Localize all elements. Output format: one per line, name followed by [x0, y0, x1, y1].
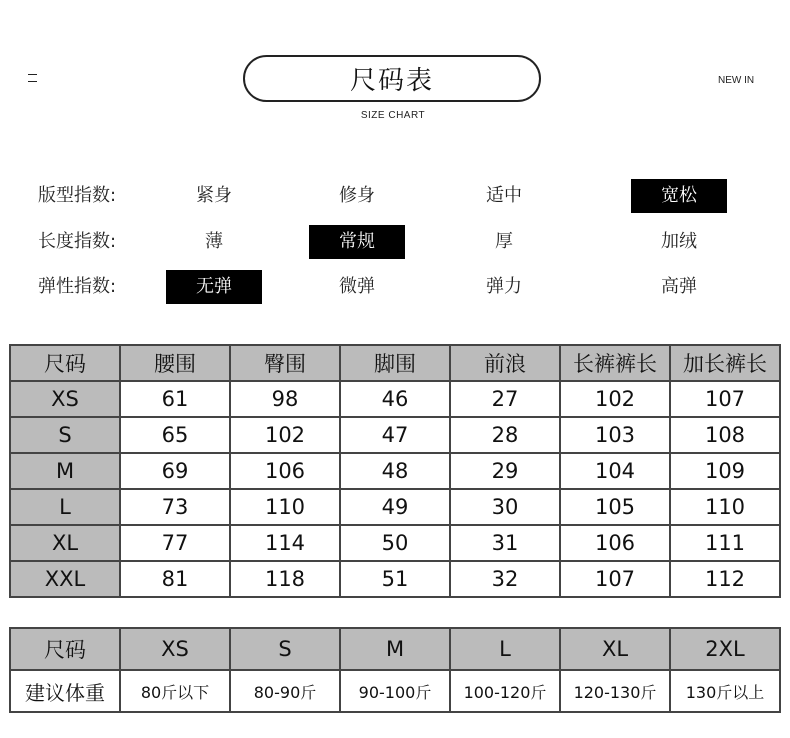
table-row	[10, 417, 780, 453]
index-option-selected: 常规	[309, 225, 405, 259]
index-row	[0, 179, 790, 213]
size-label-cell: S	[10, 417, 120, 453]
table-cell: 27	[450, 381, 560, 417]
table-header-cell: 尺码	[10, 628, 120, 670]
index-option: 弹力	[486, 276, 522, 297]
index-label: 长度指数:	[38, 231, 117, 252]
table-cell: 107	[560, 561, 670, 597]
table-row	[10, 381, 780, 417]
table-cell: 81	[120, 561, 230, 597]
index-option: 高弹	[661, 276, 697, 297]
table-cell: 109	[670, 453, 780, 489]
table-cell: 48	[340, 453, 450, 489]
table-cell: 100-120斤	[450, 670, 560, 712]
table-header-cell: XL	[560, 628, 670, 670]
size-label-cell: XS	[10, 381, 120, 417]
table-cell: 80-90斤	[230, 670, 340, 712]
table-header-cell: M	[340, 628, 450, 670]
table-cell: 110	[670, 489, 780, 525]
table-cell: 120-130斤	[560, 670, 670, 712]
index-option: 修身	[339, 185, 375, 206]
table-cell: 118	[230, 561, 340, 597]
table-cell: 104	[560, 453, 670, 489]
index-option-selected: 无弹	[166, 270, 262, 304]
index-option: 薄	[205, 231, 223, 252]
menu-icon[interactable]	[28, 74, 38, 84]
table-cell: 32	[450, 561, 560, 597]
table-cell: 46	[340, 381, 450, 417]
table-cell: 108	[670, 417, 780, 453]
table-cell: 90-100斤	[340, 670, 450, 712]
table-header-cell: S	[230, 628, 340, 670]
index-label: 版型指数:	[38, 185, 117, 206]
size-label-cell: XL	[10, 525, 120, 561]
table-cell: 110	[230, 489, 340, 525]
table-cell: 73	[120, 489, 230, 525]
weight-table	[9, 627, 781, 713]
table-cell: 77	[120, 525, 230, 561]
table-cell: 29	[450, 453, 560, 489]
table-header-row	[10, 628, 780, 670]
table-cell: 80斤以下	[120, 670, 230, 712]
page-title: 尺码表	[243, 55, 541, 102]
table-cell: 102	[560, 381, 670, 417]
table-cell: 102	[230, 417, 340, 453]
index-option: 紧身	[196, 185, 232, 206]
index-option: 适中	[486, 185, 522, 206]
table-header-cell: 长裤裤长	[560, 345, 670, 381]
table-header-cell: XS	[120, 628, 230, 670]
table-cell: 114	[230, 525, 340, 561]
table-header-cell: 2XL	[670, 628, 780, 670]
page-subtitle: SIZE CHART	[360, 110, 426, 121]
size-label-cell: L	[10, 489, 120, 525]
index-option-selected: 宽松	[631, 179, 727, 213]
table-cell: 50	[340, 525, 450, 561]
table-header-row	[10, 345, 780, 381]
table-row	[10, 525, 780, 561]
table-cell: 111	[670, 525, 780, 561]
table-cell: 69	[120, 453, 230, 489]
table-cell: 30	[450, 489, 560, 525]
size-label-cell: XXL	[10, 561, 120, 597]
index-option: 厚	[495, 231, 513, 252]
table-cell: 112	[670, 561, 780, 597]
table-header-cell: 腰围	[120, 345, 230, 381]
table-header-cell: 加长裤长	[670, 345, 780, 381]
table-cell: 31	[450, 525, 560, 561]
table-cell: 61	[120, 381, 230, 417]
index-option: 微弹	[339, 276, 375, 297]
new-in-label: NEW IN	[718, 75, 755, 86]
table-cell: 106	[230, 453, 340, 489]
table-cell: 51	[340, 561, 450, 597]
table-cell: 28	[450, 417, 560, 453]
table-cell: 106	[560, 525, 670, 561]
table-header-cell: 前浪	[450, 345, 560, 381]
table-header-cell: 臀围	[230, 345, 340, 381]
index-row	[0, 225, 790, 259]
index-option: 加绒	[661, 231, 697, 252]
table-row	[10, 489, 780, 525]
table-cell: 49	[340, 489, 450, 525]
table-cell: 47	[340, 417, 450, 453]
table-cell: 130斤以上	[670, 670, 780, 712]
index-label: 弹性指数:	[38, 276, 117, 297]
table-header-cell: 脚围	[340, 345, 450, 381]
table-row	[10, 453, 780, 489]
size-label-cell: M	[10, 453, 120, 489]
table-cell: 105	[560, 489, 670, 525]
weight-label-cell: 建议体重	[10, 670, 120, 712]
table-cell: 107	[670, 381, 780, 417]
table-row	[10, 670, 780, 712]
table-header-cell: L	[450, 628, 560, 670]
table-header-cell: 尺码	[10, 345, 120, 381]
size-table	[9, 344, 781, 598]
table-cell: 103	[560, 417, 670, 453]
table-row	[10, 561, 780, 597]
table-cell: 98	[230, 381, 340, 417]
index-row	[0, 270, 790, 304]
table-cell: 65	[120, 417, 230, 453]
